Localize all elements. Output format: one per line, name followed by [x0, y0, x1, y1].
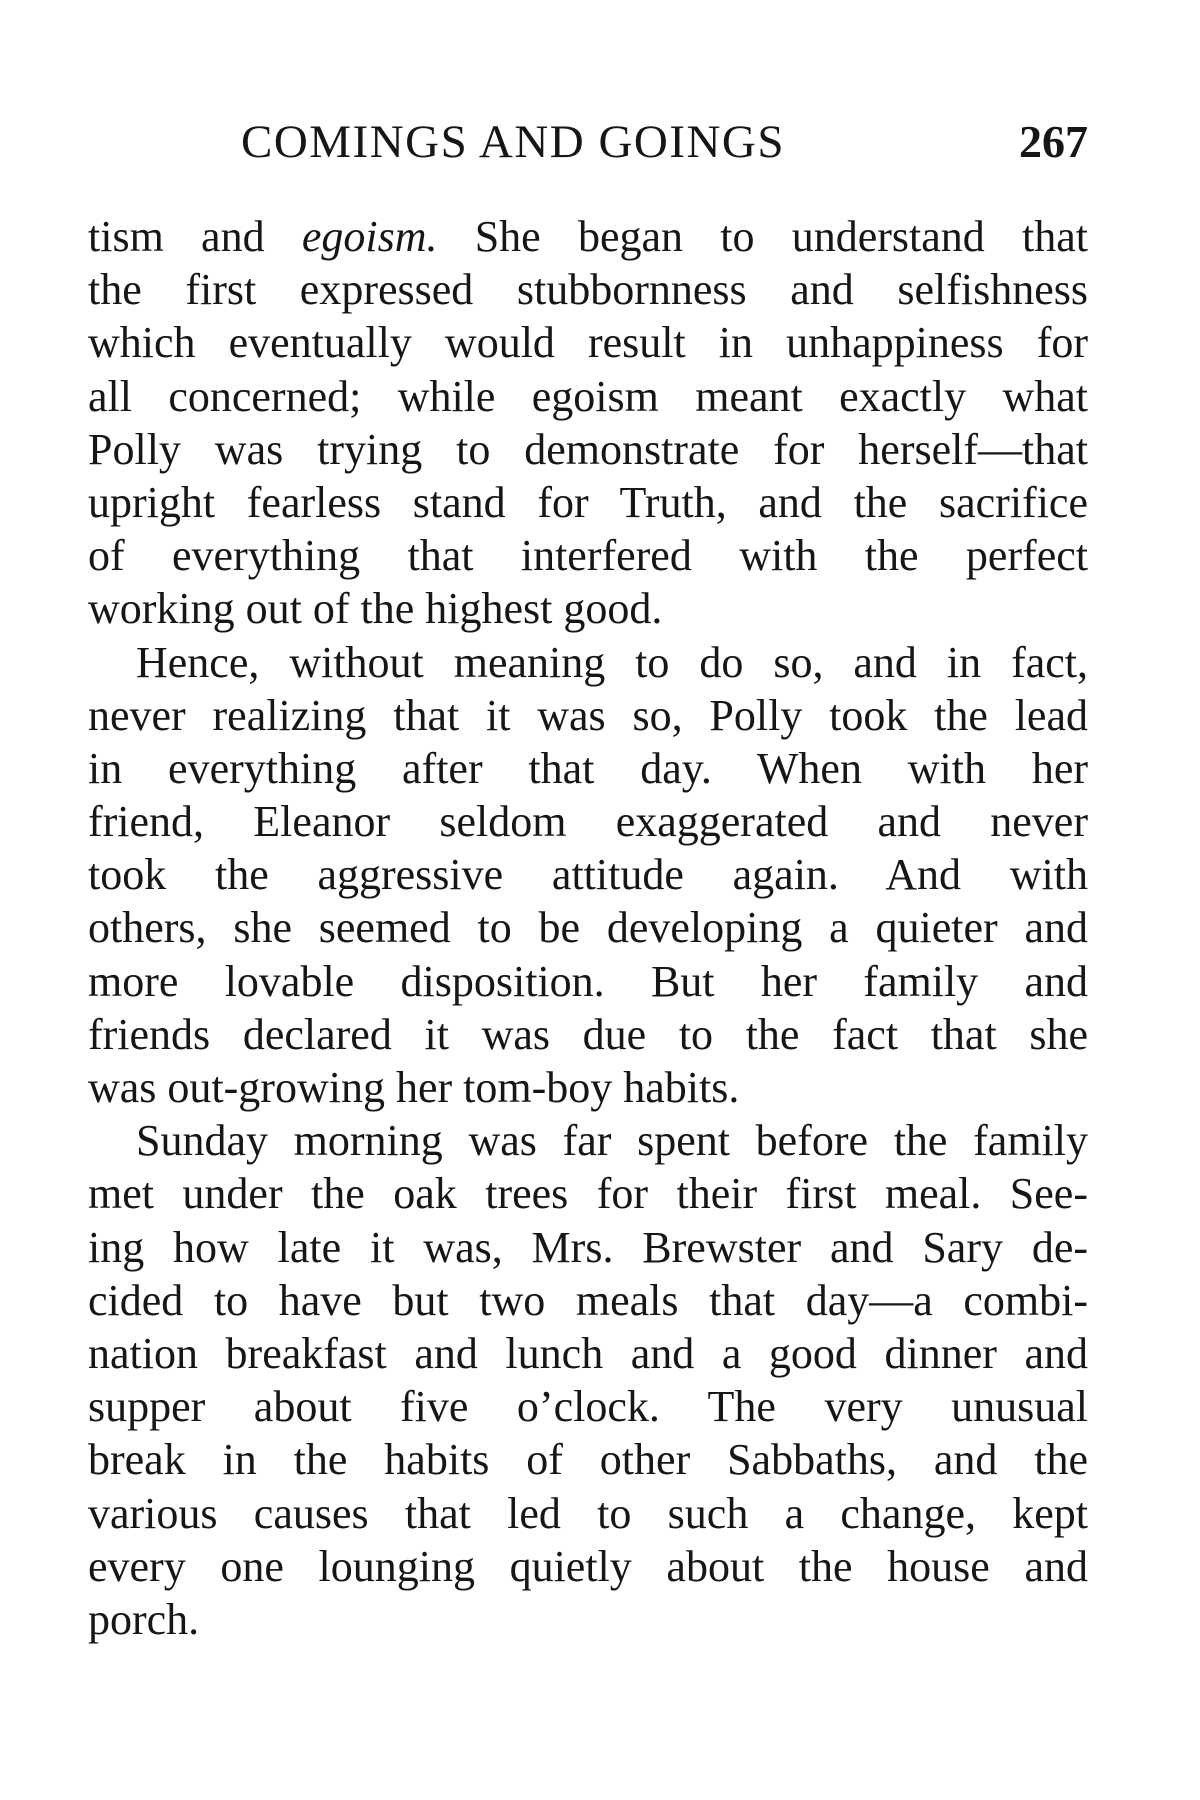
line-text: tism and	[88, 212, 302, 261]
text-line: porch.	[88, 1594, 200, 1644]
text-line: more lovable disposition. But her family and	[88, 956, 1088, 1006]
text-line: upright fearless stand for Truth, and the sacrifice	[88, 477, 1088, 527]
page-number: 267	[1019, 116, 1088, 167]
text-line: which eventually would result in unhappiness for	[88, 318, 1088, 368]
text-line: in everything after that day. When with her	[88, 743, 1088, 793]
text-line: various causes that led to such a change, kept	[88, 1488, 1088, 1538]
text-line: all concerned; while egoism meant exactly what	[88, 371, 1088, 421]
text-line: Sunday morning was far spent before the family	[136, 1116, 1088, 1166]
italic-word: egoism.	[301, 212, 438, 261]
text-line: the first expressed stubbornness and selfishness	[88, 265, 1088, 315]
text-line: others, she seemed to be developing a quieter and	[88, 903, 1088, 953]
text-line: nation breakfast and lunch and a good dinner and	[88, 1328, 1088, 1378]
line-text: She began to understand that	[437, 212, 1088, 261]
text-line: never realizing that it was so, Polly took the lead	[88, 690, 1088, 740]
running-title: COMINGS AND GOINGS	[240, 116, 786, 168]
text-line: supper about five o’clock. The very unusual	[88, 1382, 1088, 1432]
text-line: break in the habits of other Sabbaths, and the	[88, 1435, 1088, 1485]
text-line: friend, Eleanor seldom exaggerated and never	[88, 797, 1088, 847]
text-line: of everything that interfered with the perfect	[88, 531, 1088, 581]
text-line: Hence, without meaning to do so, and in fact,	[136, 637, 1088, 687]
running-head	[88, 112, 1088, 172]
body-text	[88, 210, 1088, 1646]
text-line: friends declared it was due to the fact that she	[88, 1009, 1088, 1059]
text-line: ing how late it was, Mrs. Brewster and Sary de-	[88, 1222, 1088, 1272]
text-line: met under the oak trees for their first meal. See-	[88, 1169, 1088, 1219]
text-line: every one lounging quietly about the house and	[88, 1541, 1088, 1591]
text-line: took the aggressive attitude again. And with	[88, 850, 1088, 900]
text-line	[88, 210, 1088, 263]
text-line: Polly was trying to demonstrate for herself—that	[88, 424, 1088, 474]
text-line: was out-growing her tom-boy habits.	[88, 1063, 740, 1112]
text-line: cided to have but two meals that day—a combi-	[88, 1275, 1088, 1325]
text-line: working out of the highest good.	[88, 584, 663, 634]
